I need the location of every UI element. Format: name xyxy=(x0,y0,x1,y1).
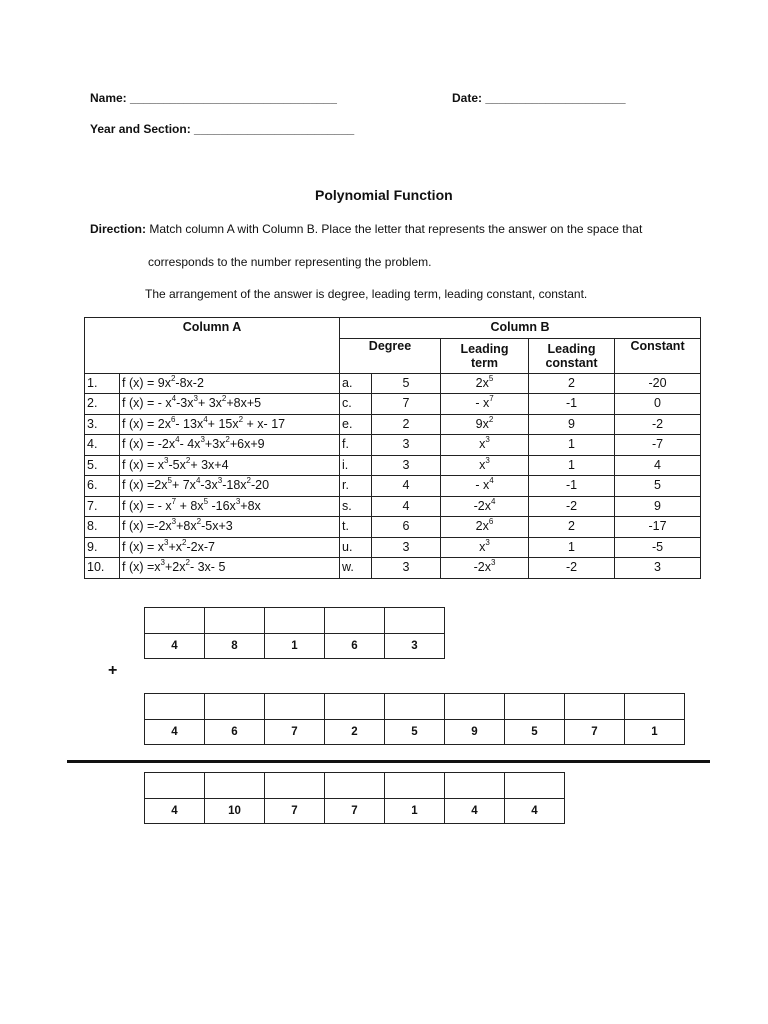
problem-function: f $(x) =-2x^3+8x^2-5x+3$ xyxy=(120,517,340,538)
blank-cell[interactable] xyxy=(385,773,445,799)
blank-cell[interactable] xyxy=(385,694,445,720)
grid-number-cell: 7 xyxy=(265,720,325,745)
leading-term-value: $x^3$ xyxy=(441,455,529,476)
grid-number-cell: 4 xyxy=(145,720,205,745)
column-a-header: Column A xyxy=(85,318,340,374)
blank-cell[interactable] xyxy=(325,608,385,634)
direction-line-3: The arrangement of the answer is degree, leading term, leading constant, constant. xyxy=(145,287,588,301)
leading-constant-value: -1 xyxy=(529,476,615,497)
constant-value: 5 xyxy=(615,476,701,497)
problem-function: f $(x) = 9x^2-8x-2$ xyxy=(120,373,340,394)
problem-number: 2. xyxy=(85,394,120,415)
grid-number-cell: 5 xyxy=(385,720,445,745)
table-row xyxy=(85,414,701,435)
answer-letter: e. xyxy=(340,414,372,435)
table-row xyxy=(85,537,701,558)
direction-label: Direction: xyxy=(90,222,147,236)
blank-cell[interactable] xyxy=(265,694,325,720)
plus-sign: + xyxy=(108,662,118,679)
leading-constant-value: -2 xyxy=(529,558,615,579)
grid-number-cell: 5 xyxy=(505,720,565,745)
constant-value: -7 xyxy=(615,435,701,456)
answer-letter: u. xyxy=(340,537,372,558)
leading-constant-value: -1 xyxy=(529,394,615,415)
blank-cell[interactable] xyxy=(205,694,265,720)
blank-cell[interactable] xyxy=(325,773,385,799)
leading-constant-value: 2 xyxy=(529,517,615,538)
problem-number: 9. xyxy=(85,537,120,558)
page-title: Polynomial Function xyxy=(315,187,453,203)
problem-number: 3. xyxy=(85,414,120,435)
table-row xyxy=(85,435,701,456)
answer-letter: t. xyxy=(340,517,372,538)
constant-value: 3 xyxy=(615,558,701,579)
degree-value: 4 xyxy=(372,496,441,517)
grid-number-cell: 1 xyxy=(385,799,445,824)
constant-header: Constant xyxy=(615,338,701,373)
degree-header: Degree xyxy=(340,338,441,373)
leading-constant-value: 9 xyxy=(529,414,615,435)
constant-value: -17 xyxy=(615,517,701,538)
problem-function: f (x) = - $x^7 + 8x^5$ $-16x^3+8x$ xyxy=(120,496,340,517)
grid-number-cell: 6 xyxy=(205,720,265,745)
problem-number: 4. xyxy=(85,435,120,456)
blank-cell[interactable] xyxy=(445,773,505,799)
table-row xyxy=(85,373,701,394)
constant-value: -2 xyxy=(615,414,701,435)
grid-number-cell: 7 xyxy=(565,720,625,745)
leading-term-value: - $x^7$ xyxy=(441,394,529,415)
problem-function: f $(x) = 2x^6-$ $13x^4+ 15x^2 + x-$ 17 xyxy=(120,414,340,435)
problem-number: 5. xyxy=(85,455,120,476)
degree-value: 5 xyxy=(372,373,441,394)
matching-table xyxy=(84,317,701,579)
answer-letter: w. xyxy=(340,558,372,579)
table-row xyxy=(85,558,701,579)
grid-number-cell: 7 xyxy=(265,799,325,824)
answer-letter: r. xyxy=(340,476,372,497)
direction-text-1: Match column A with Column B. Place the letter that represents the answer on the space that xyxy=(149,222,643,236)
grid-number-cell: 10 xyxy=(205,799,265,824)
grid-number-cell: 4 xyxy=(145,799,205,824)
grid-number-cell: 9 xyxy=(445,720,505,745)
leading-term-value: $-2x^4$ xyxy=(441,496,529,517)
direction-line-2: corresponds to the number representing the problem. xyxy=(148,255,432,269)
blank-cell[interactable] xyxy=(145,694,205,720)
grid-number-cell: 4 xyxy=(445,799,505,824)
leading-term-value: $2x^5$ xyxy=(441,373,529,394)
problem-function: f $(x) = x^3-5x^2+ 3x+4$ xyxy=(120,455,340,476)
table-row xyxy=(85,517,701,538)
blank-cell[interactable] xyxy=(325,694,385,720)
problem-number: 6. xyxy=(85,476,120,497)
blank-cell[interactable] xyxy=(145,773,205,799)
leading-term-header: Leading term xyxy=(441,338,529,373)
leading-term-value: - $x^4$ xyxy=(441,476,529,497)
answer-grid-result xyxy=(144,772,565,824)
answer-letter: s. xyxy=(340,496,372,517)
table-header-row xyxy=(85,318,701,339)
blank-cell[interactable] xyxy=(505,773,565,799)
problem-function: f $(x) =2x^5+ 7x^4-3x^3-18x^2-20$ xyxy=(120,476,340,497)
table-row xyxy=(85,394,701,415)
leading-term-value: $-2x^3$ xyxy=(441,558,529,579)
leading-constant-value: 1 xyxy=(529,537,615,558)
leading-term-value: $9x^2$ xyxy=(441,414,529,435)
leading-constant-value: -2 xyxy=(529,496,615,517)
blank-cell[interactable] xyxy=(445,694,505,720)
year-section-field[interactable]: Year and Section: ________________________ xyxy=(90,122,355,136)
degree-value: 7 xyxy=(372,394,441,415)
leading-term-value: $2x^6$ xyxy=(441,517,529,538)
constant-value: 0 xyxy=(615,394,701,415)
leading-constant-value: 1 xyxy=(529,455,615,476)
answer-letter: c. xyxy=(340,394,372,415)
grid-number-cell: 4 xyxy=(145,634,205,659)
leading-term-value: $x^3$ xyxy=(441,537,529,558)
problem-function: f $(x) =x^3+2x^2-$ 3x- 5 xyxy=(120,558,340,579)
table-row xyxy=(85,476,701,497)
answer-letter: i. xyxy=(340,455,372,476)
grid-number-cell: 6 xyxy=(325,634,385,659)
blank-cell[interactable] xyxy=(145,608,205,634)
grid-number-cell: 8 xyxy=(205,634,265,659)
grid-number-cell: 4 xyxy=(505,799,565,824)
name-field[interactable]: Name: _______________________________ xyxy=(90,91,337,105)
constant-value: -5 xyxy=(615,537,701,558)
direction-line-1 xyxy=(90,222,642,236)
leading-constant-value: 1 xyxy=(529,435,615,456)
leading-term-value: $x^3$ xyxy=(441,435,529,456)
column-b-header: Column B xyxy=(340,318,701,339)
blank-cell[interactable] xyxy=(385,608,445,634)
blank-cell[interactable] xyxy=(265,608,325,634)
sum-rule xyxy=(67,760,710,763)
date-field[interactable]: Date: _____________________ xyxy=(452,91,626,105)
blank-cell[interactable] xyxy=(205,773,265,799)
problem-number: 7. xyxy=(85,496,120,517)
blank-cell[interactable] xyxy=(205,608,265,634)
problem-number: 10. xyxy=(85,558,120,579)
answer-grid-2 xyxy=(144,693,685,745)
answer-letter: f. xyxy=(340,435,372,456)
table-row xyxy=(85,455,701,476)
constant-value: 9 xyxy=(615,496,701,517)
table-row xyxy=(85,496,701,517)
degree-value: 4 xyxy=(372,476,441,497)
blank-cell[interactable] xyxy=(625,694,685,720)
degree-value: 6 xyxy=(372,517,441,538)
degree-value: 3 xyxy=(372,537,441,558)
grid-number-cell: 1 xyxy=(625,720,685,745)
grid-number-cell: 3 xyxy=(385,634,445,659)
answer-letter: a. xyxy=(340,373,372,394)
answer-grid-1 xyxy=(144,607,445,659)
degree-value: 3 xyxy=(372,455,441,476)
problem-number: 8. xyxy=(85,517,120,538)
grid-number-cell: 1 xyxy=(265,634,325,659)
blank-cell[interactable] xyxy=(505,694,565,720)
degree-value: 2 xyxy=(372,414,441,435)
degree-value: 3 xyxy=(372,558,441,579)
constant-value: -20 xyxy=(615,373,701,394)
problem-function: f (x) = - $x^4-3x^3+ 3x^2+8x+5$ xyxy=(120,394,340,415)
leading-constant-value: 2 xyxy=(529,373,615,394)
blank-cell[interactable] xyxy=(565,694,625,720)
problem-function: f $(x) = -2x^4-$ $4x^3+3x^2+6x+9$ xyxy=(120,435,340,456)
grid-number-cell: 2 xyxy=(325,720,385,745)
degree-value: 3 xyxy=(372,435,441,456)
problem-function: f $(x) = x^3+x^2-2x-7$ xyxy=(120,537,340,558)
constant-value: 4 xyxy=(615,455,701,476)
blank-cell[interactable] xyxy=(265,773,325,799)
grid-number-cell: 7 xyxy=(325,799,385,824)
leading-constant-header: Leading constant xyxy=(529,338,615,373)
problem-number: 1. xyxy=(85,373,120,394)
